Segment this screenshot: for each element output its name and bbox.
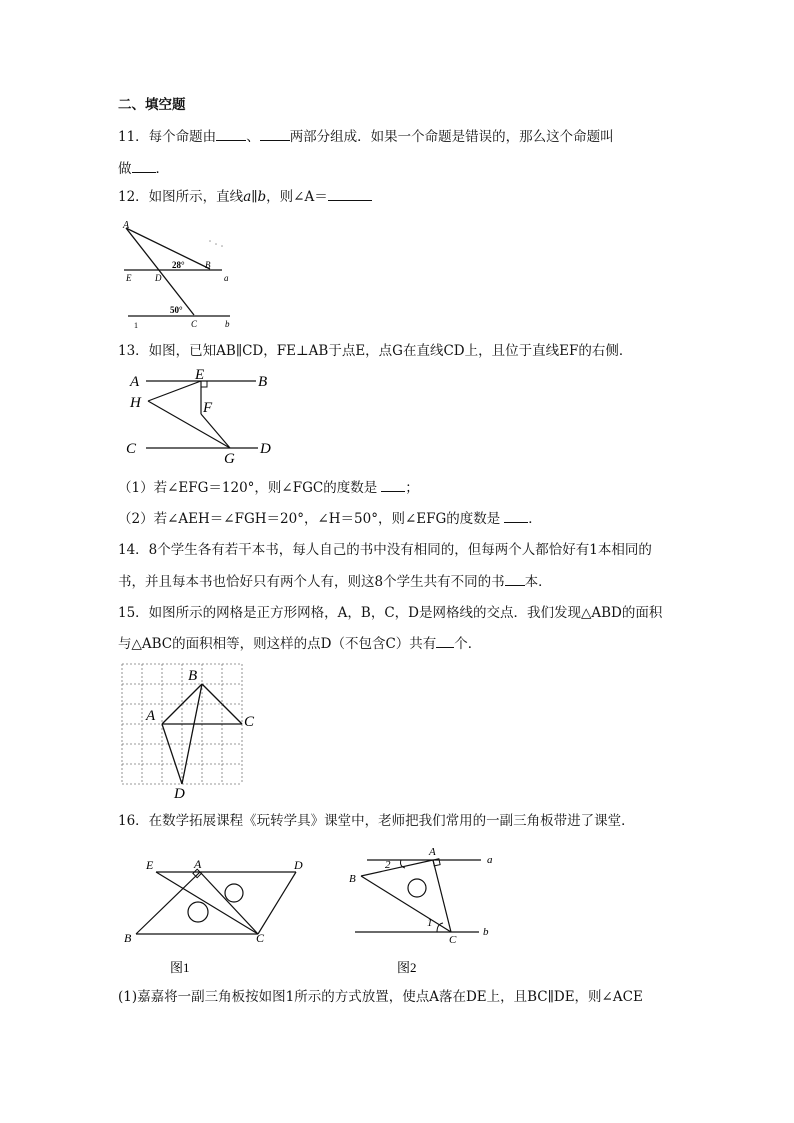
- label-h-point: H: [130, 395, 141, 411]
- answer-blank[interactable]: [436, 634, 454, 648]
- figure-1-caption: 图1: [170, 960, 190, 975]
- question-13-part-2: （2）若∠AEH＝∠FGH＝20°，∠H＝50°，则∠EFG的度数是 ．: [118, 511, 542, 527]
- question-12-text: 12．如图所示，直线a∥b，则∠A＝: [118, 187, 372, 206]
- label-d-point: D: [260, 441, 271, 457]
- label-a-point: A: [194, 857, 202, 871]
- label-b-point: B: [124, 931, 132, 945]
- label-d-point: D: [174, 786, 185, 800]
- answer-blank[interactable]: [132, 159, 156, 173]
- label-g-point: G: [224, 451, 235, 466]
- label-d-point: D: [155, 273, 162, 283]
- answer-blank[interactable]: [328, 187, 372, 201]
- angle-2-label: 2: [385, 859, 391, 871]
- question-11-line-2: 做 ．: [118, 161, 169, 177]
- question-15-line-1: 15．如图所示的网格是正方形网格，A，B，C，D是网格线的交点．我们发现△ABD的面积: [118, 605, 663, 621]
- label-c-point: C: [126, 441, 137, 457]
- line-a-label: a: [224, 273, 229, 283]
- question-15-line-2: 与△ABC的面积相等，则这样的点D（不包含C）共有 个．: [118, 636, 482, 652]
- q13-figure: [126, 366, 286, 466]
- label-c-point: C: [256, 931, 265, 945]
- angle-label-28: 28°: [172, 260, 185, 270]
- q12-figure: [118, 218, 238, 330]
- q15-grid-figure: [118, 660, 263, 800]
- label-f-point: F: [203, 400, 213, 416]
- question-13-text: 13．如图，已知AB∥CD，FE⊥AB于点E，点G在直线CD上，且位于直线EF的右侧．: [118, 343, 633, 359]
- line-a-label: a: [487, 854, 493, 866]
- question-11-line-1: 11．每个命题由 、 两部分组成．如果一个命题是错误的，那么这个命题叫: [118, 129, 614, 145]
- label-c-point: C: [244, 714, 255, 730]
- label-e-point: E: [126, 273, 132, 283]
- line-b-label: b: [483, 926, 489, 938]
- label-e-point: E: [146, 858, 154, 872]
- label-c-point: C: [191, 319, 198, 329]
- label-b-point: B: [205, 260, 211, 270]
- tick-label: 1: [134, 321, 138, 330]
- question-16-text: 16．在数学拓展课程《玩转学具》课堂中，老师把我们常用的一副三角板带进了课堂．: [118, 813, 635, 829]
- label-b-point: B: [349, 873, 356, 885]
- question-13-part-1: （1）若∠EFG＝120°，则∠FGC的度数是 ；: [118, 480, 419, 496]
- figure-2-caption: 图2: [397, 960, 417, 975]
- q16-figure-2: [345, 840, 505, 980]
- label-b-point: B: [258, 374, 268, 390]
- label-a-point: A: [146, 708, 156, 724]
- label-b-point: B: [188, 668, 198, 684]
- question-16-part-1: (1)嘉嘉将一副三角板按如图1所示的方式放置，使点A落在DE上，且BC∥DE，则∠ACE: [118, 989, 643, 1005]
- label-d-point: D: [294, 858, 303, 872]
- label-c-point: C: [449, 934, 457, 946]
- answer-blank[interactable]: [504, 509, 528, 523]
- label-a-point: A: [123, 220, 130, 231]
- line-b-label: b: [225, 319, 230, 329]
- angle-label-50: 50°: [170, 305, 183, 315]
- label-a-point: A: [130, 374, 140, 390]
- angle-1-label: 1: [427, 917, 433, 929]
- question-14-line-2: 书，并且每本书也恰好只有两个人有，则这8个学生共有不同的书 本．: [118, 574, 552, 590]
- q16-figure-1: [118, 852, 308, 980]
- answer-blank[interactable]: [260, 127, 290, 141]
- section-heading: 二、填空题: [118, 97, 186, 113]
- question-14-line-1: 14．8个学生各有若干本书，每人自己的书中没有相同的，但每两个人都恰好有1本相同的: [118, 542, 652, 558]
- answer-blank[interactable]: [505, 572, 525, 586]
- label-e-point: E: [195, 367, 205, 383]
- answer-blank[interactable]: [216, 127, 246, 141]
- answer-blank[interactable]: [381, 478, 405, 492]
- label-a-point: A: [429, 846, 436, 858]
